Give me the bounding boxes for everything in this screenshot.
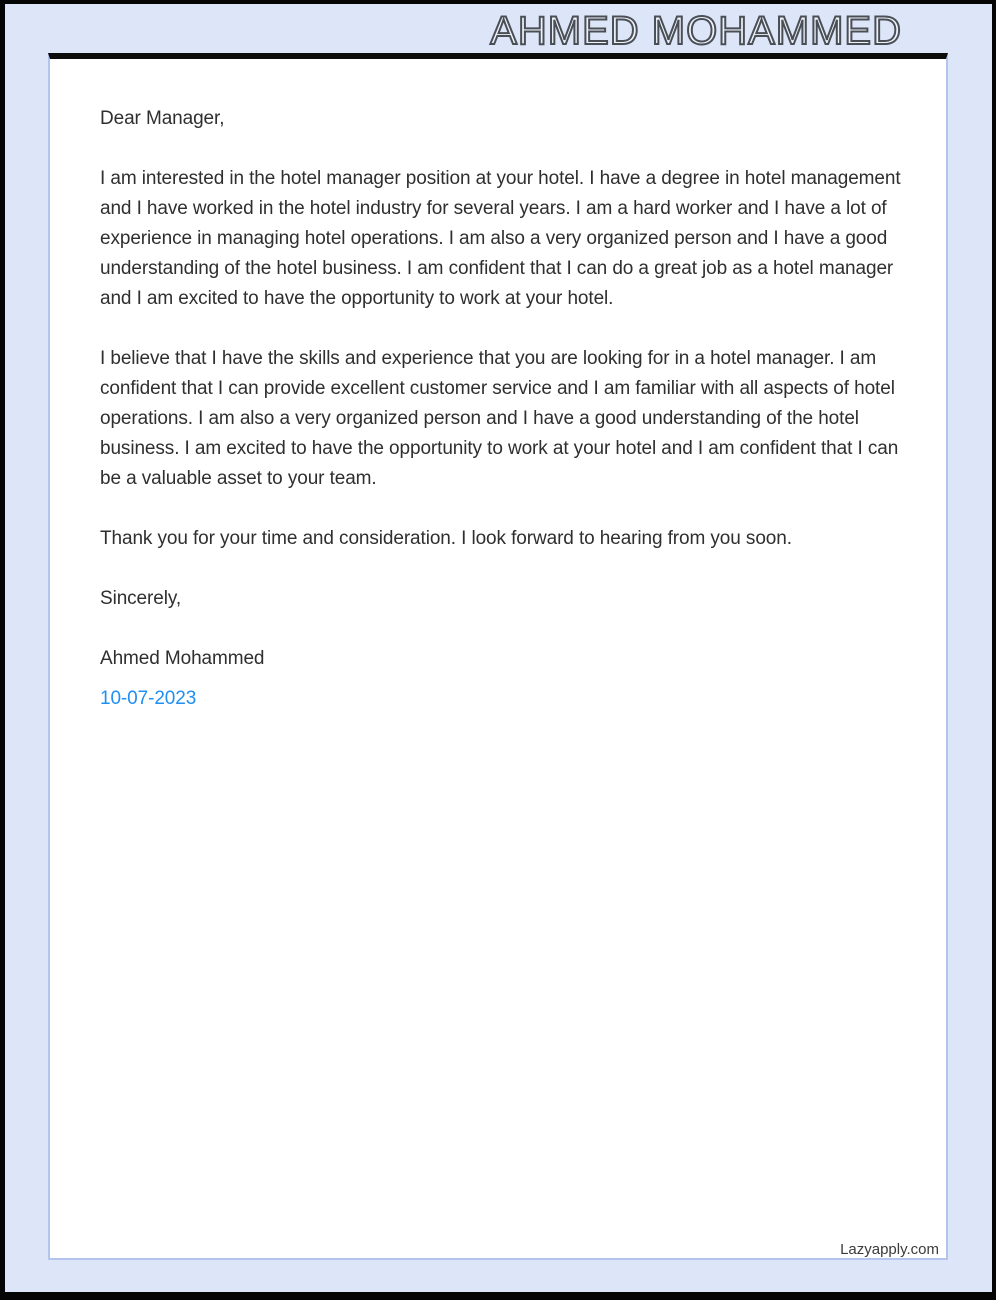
paragraph-1: I am interested in the hotel manager position at your hotel. I have a degree in hotel management and I have worked in the hotel industry for several years. I am a hard worker and I have a lot of experience in managing hotel operations. I am also a very organized person and I have a good understanding of the hotel business. I am confident that I can do a great job as a hotel manager and I am excited to have the opportunity to work at your hotel. [100,168,901,309]
paragraph-2: I believe that I have the skills and experience that you are looking for in a hotel manager. I am confident that I can provide excellent customer service and I am familiar with all aspects of hotel operations. I am also a very organized person and I have a good understanding of the hotel business. I am excited to have the opportunity to work at your hotel and I am confident that I can be a valuable asset to your team. [100,348,899,489]
header-name: AHMED MOHAMMED [490,9,902,53]
letter-page [48,53,948,1260]
paragraph-3: Thank you for your time and consideration. I look forward to hearing from you soon. [100,528,792,549]
watermark-link[interactable]: Lazyapply.com [840,1241,939,1258]
header [48,4,948,53]
closing: Sincerely, [100,588,182,609]
salutation: Dear Manager, [100,108,225,129]
signature-name: Ahmed Mohammed [100,648,265,669]
letter-body [50,59,946,714]
letter-date: 10-07-2023 [100,688,197,709]
